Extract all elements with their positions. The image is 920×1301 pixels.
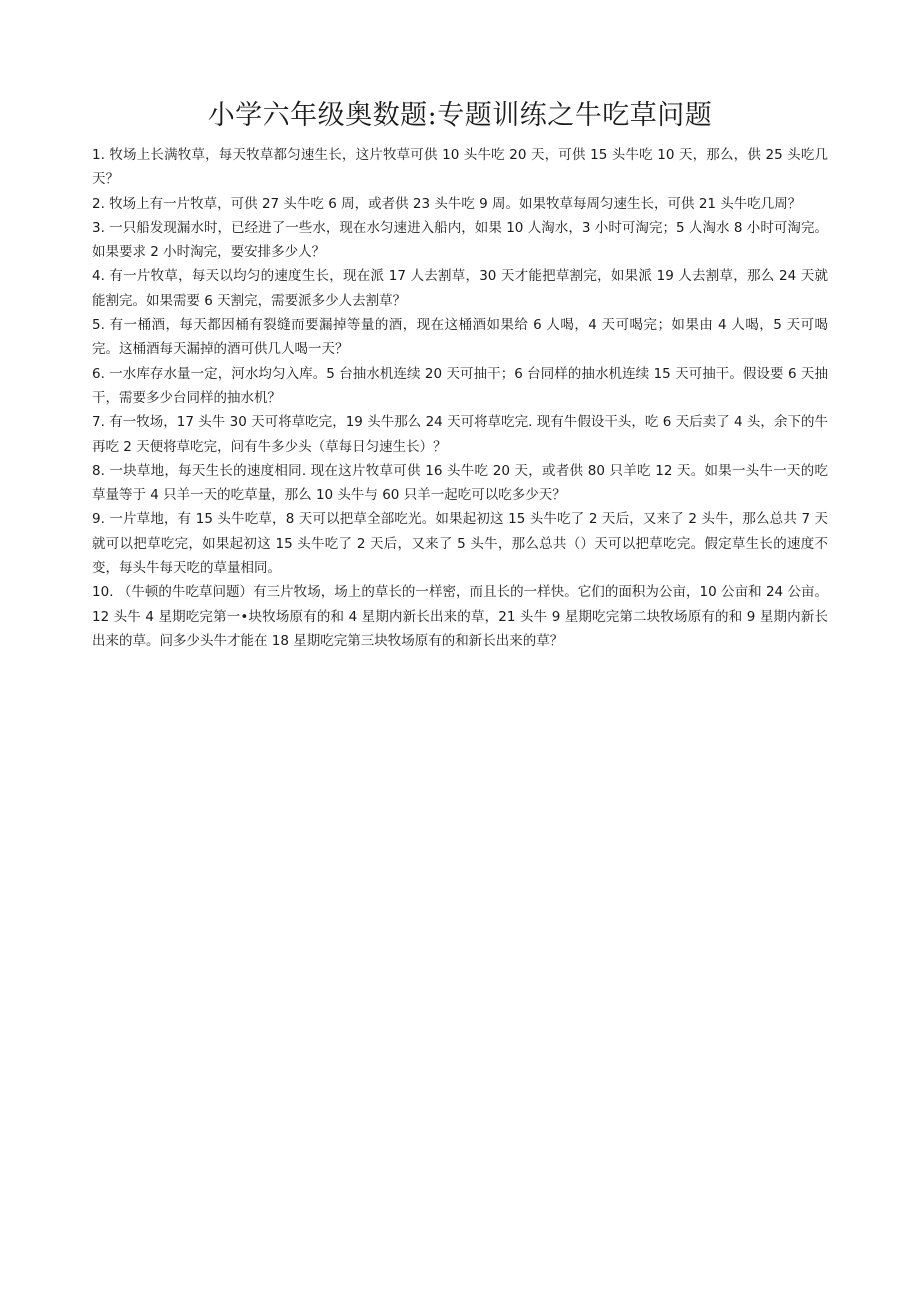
problem-number: 3 <box>92 219 101 236</box>
problem-text: . 牧场上长满牧草，每天牧草都匀速生长，这片牧草可供 10 头牛吃 20 天，可供 15 头牛吃 10 天，那么，供 25 头吃几天？ <box>92 147 828 188</box>
problem-text: . 有一片牧草，每天以均匀的速度生长，现在派 17 人去割草，30 天才能把草割完，如果派 19 人去割草，那么 24 天就能割完。如果需要 6 天割完，需要派多少人去割草？ <box>92 268 828 309</box>
problem-text: . 牧场上有一片牧草，可供 27 头牛吃 6 周，或者供 23 头牛吃 9 周。如果牧草每周匀速生长，可供 21 头牛吃几周？ <box>100 195 802 212</box>
problem-text: . 一片草地，有 15 头牛吃草，8 天可以把草全部吃光。如果起初这 15 头牛吃了 2 天后，又来了 2 头牛，那么总共 7 天就可以把草吃完，如果起初这 15 头牛吃了 2 天后，又来了 5 头牛，那么总共（）天可以把草吃完。假定草生长的速度不变，每头牛每天吃的草量相同。 <box>92 511 828 577</box>
problem-number: 7 <box>92 414 101 431</box>
problem-text: . 一只船发现漏水时，已经进了一些水，现在水匀速进入船内，如果 10 人淘水，3 小时可淘完；5 人淘水 8 小时可淘完。如果要求 2 小时淘完，要安排多少人？ <box>92 219 828 261</box>
problem-6 <box>92 362 828 411</box>
problem-1 <box>92 143 828 192</box>
problem-number: 4 <box>92 268 101 285</box>
page-title: 小学六年级奥数题:专题训练之牛吃草问题 <box>207 100 713 131</box>
problem-number: 1 <box>92 147 101 163</box>
problem-text: . 有一桶酒，每天都因桶有裂缝而要漏掉等量的酒，现在这桶酒如果给 6 人喝，4 天可喝完；如果由 4 人喝，5 天可喝完。这桶酒每天漏掉的酒可供几人喝一天？ <box>92 317 828 358</box>
problem-4 <box>92 264 828 313</box>
problem-text: . （牛顿的牛吃草问题）有三片牧场，场上的草长的一样密，而且长的一样快。它们的面积为公亩，10 公亩和 24 公亩。12 头牛 4 星期吃完第一•块牧场原有的和 4 星期内新长出来的草，21 头牛 9 星期吃完第二块牧场原有的和 9 星期内新长出来的草。问多少头牛才能在 18 星期吃完第三块牧场原有的和新长出来的草？ <box>92 584 828 649</box>
problem-text: . 一水库存水量一定，河水均匀入库。5 台抽水机连续 20 天可抽干；6 台同样的抽水机连续 15 天可抽干。假设要 6 天抽干，需要多少台同样的抽水机？ <box>92 365 828 406</box>
problem-number: 8 <box>92 462 101 479</box>
problem-text: . 一块草地，每天生长的速度相同. 现在这片牧草可供 16 头牛吃 20 天，或者供 80 只羊吃 12 天。如果一头牛一天的吃草量等于 4 只羊一天的吃草量，那么 10 头牛与 60 只羊一起吃可以吃多少天？ <box>92 462 828 504</box>
problem-number: 9 <box>92 511 101 528</box>
problem-list <box>92 143 828 653</box>
problem-5 <box>92 313 828 362</box>
problem-2 <box>92 192 828 216</box>
problem-3 <box>92 216 828 265</box>
problem-text: . 有一牧场，17 头牛 30 天可将草吃完，19 头牛那么 24 天可将草吃完. 现有牛假设干头，吃 6 天后卖了 4 头，余下的牛再吃 2 天便将草吃完，问有牛多少头（草每日匀速生长）？ <box>92 414 828 455</box>
problem-10 <box>92 580 828 653</box>
problem-number: 5 <box>92 317 101 334</box>
problem-8 <box>92 459 828 508</box>
problem-7 <box>92 410 828 459</box>
problem-9 <box>92 507 828 580</box>
problem-number: 6 <box>92 365 101 382</box>
problem-number: 2 <box>92 195 101 212</box>
problem-number: 10 <box>92 584 110 601</box>
